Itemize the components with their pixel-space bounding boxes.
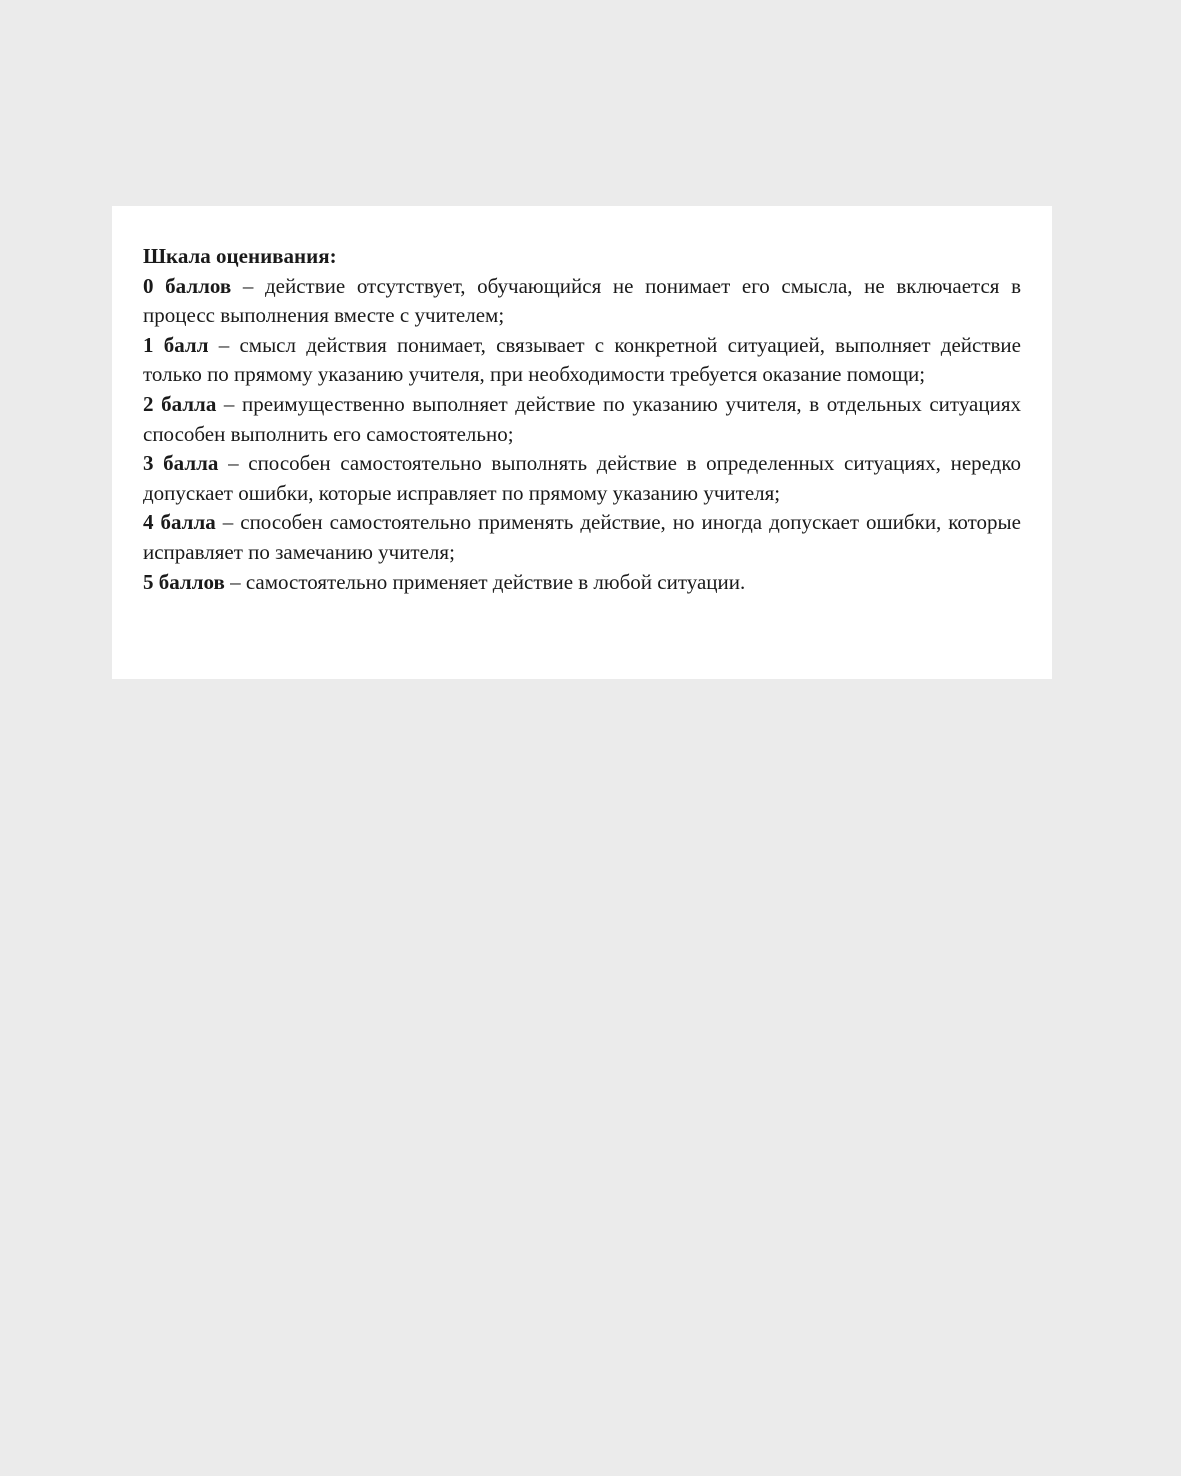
entry-label: 0 баллов: [143, 273, 232, 298]
scale-entry-4: [143, 508, 1021, 567]
entry-text: – смысл действия понимает, связывает с конкретной ситуацией, выполняет действие только по прямому указанию учителя, при необходимости требуется оказание помощи;: [143, 332, 1021, 387]
scale-content: [143, 242, 1021, 597]
entry-label: 1 балл: [143, 332, 209, 357]
entry-text: – способен самостоятельно выполнять действие в определенных ситуациях, нередко допускает ошибки, которые исправляет по прямому указанию учителя;: [143, 451, 1022, 505]
scale-entry-0: [143, 272, 1021, 331]
entry-label: 5 баллов: [143, 569, 225, 594]
scale-entry-3: [143, 449, 1021, 508]
scale-heading: Шкала оценивания:: [143, 244, 337, 268]
entry-label: 3 балла: [143, 451, 219, 476]
scale-entry-5: [143, 568, 1021, 598]
entry-label: 2 балла: [143, 391, 217, 416]
scale-card: [112, 206, 1052, 679]
entry-text: – преимущественно выполняет действие по указанию учителя, в отдельных ситуациях способен выполнить его самостоятельно;: [143, 391, 1022, 446]
entry-text: – действие отсутствует, обучающийся не понимает его смысла, не включается в процесс выполнения вместе с учителем;: [143, 273, 1021, 328]
entry-text: – способен самостоятельно применять действие, но иногда допускает ошибки, которые исправляет по замечанию учителя;: [143, 510, 1021, 564]
scale-entry-2: [143, 390, 1021, 449]
entry-text: – самостоятельно применяет действие в любой ситуации.: [224, 569, 746, 594]
scale-entry-1: [143, 331, 1021, 390]
entry-label: 4 балла: [143, 510, 216, 535]
